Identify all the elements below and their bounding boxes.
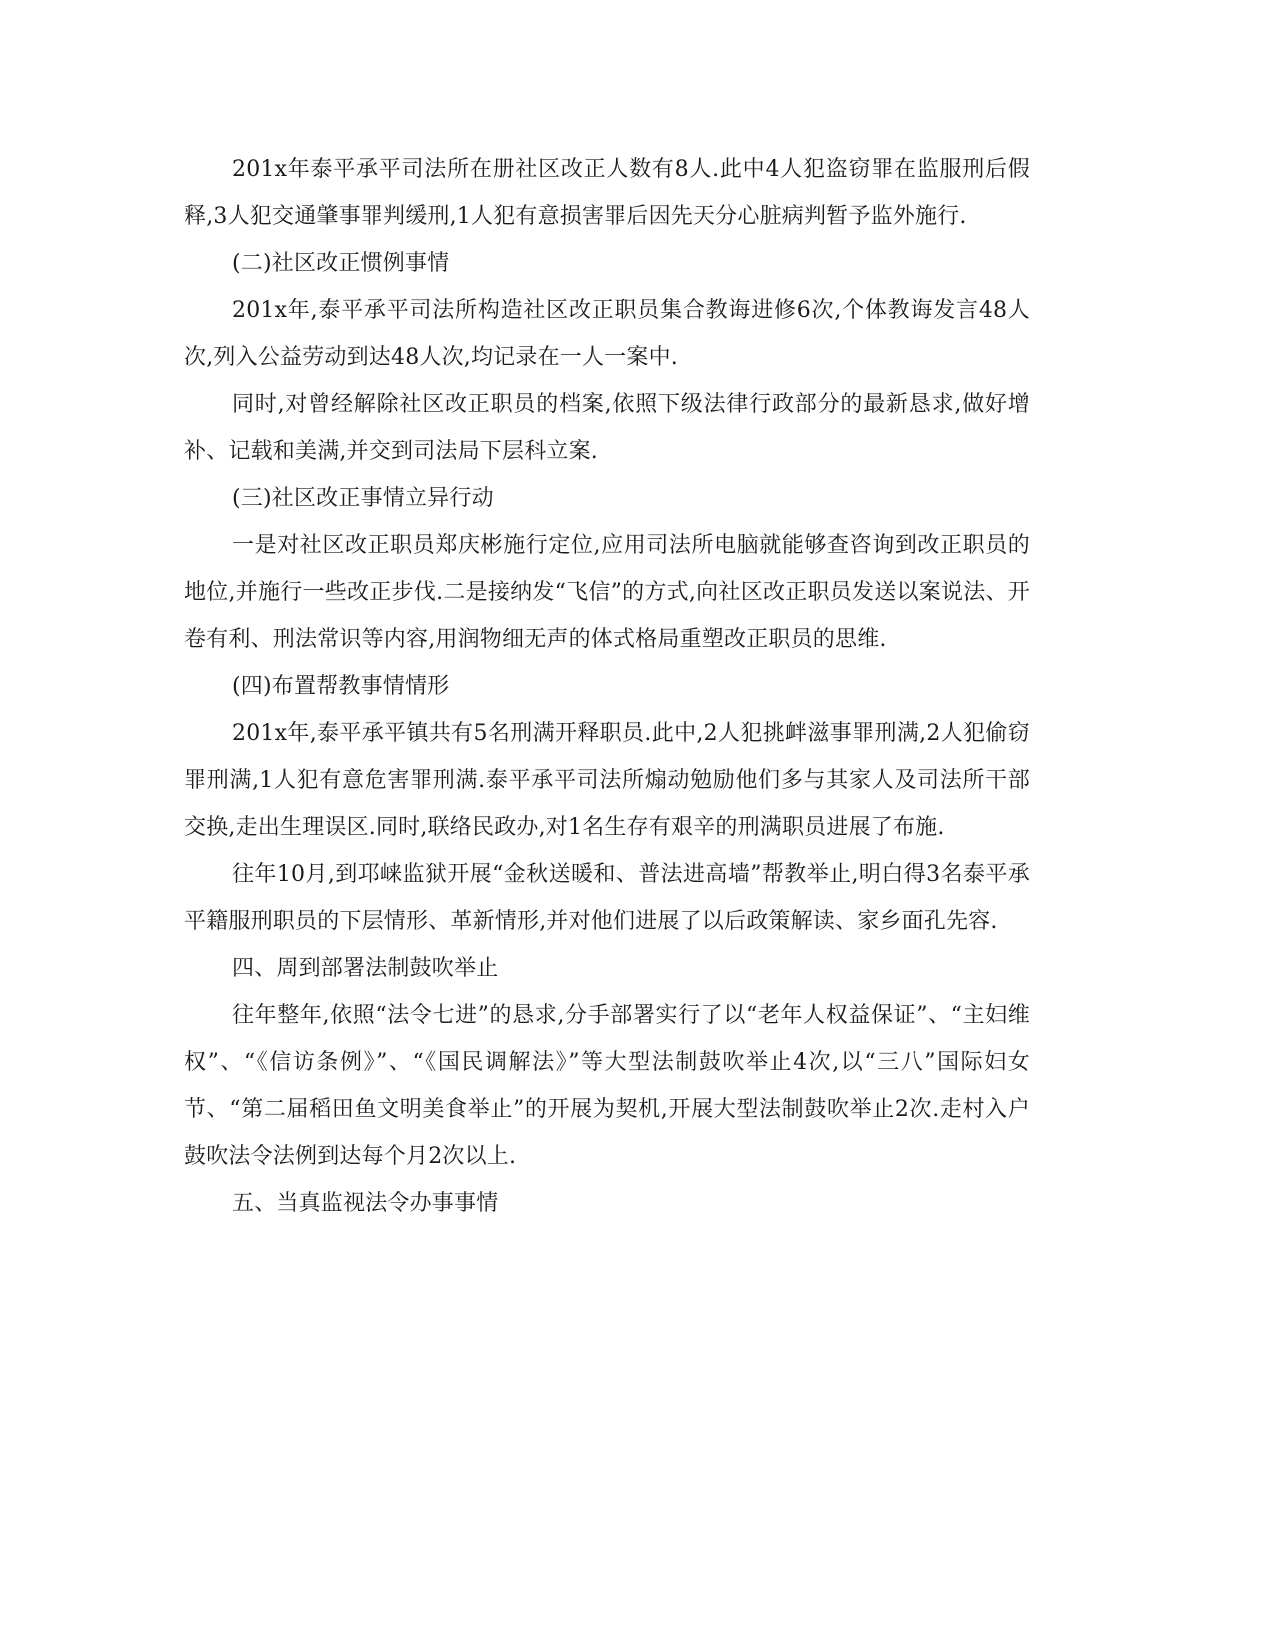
paragraph-released-persons: 201x年,泰平承平镇共有5名刑满开释职员.此中,2人犯挑衅滋事罪刑满,2人犯偷窃罪刑满,1人犯有意危害罪刑满.泰平承平司法所煽动勉励他们多与其家人及司法所干部交换,走出生理误区.同时,联络民政办,对1名生存有艰辛的刑满职员进展了布施. xyxy=(184,721,1030,840)
heading-routine-work: (二)社区改正惯例事情 xyxy=(232,251,450,276)
paragraph-prison-visit: 往年10月,到邛崃监狱开展“金秋送暖和、普法进高墙”帮教举止,明白得3名泰平承平籍服刑职员的下层情形、革新情形,并对他们进展了以后政策解读、家乡面孔先容. xyxy=(184,862,1030,934)
heading-assistance-work: (四)布置帮教事情情形 xyxy=(232,674,450,699)
paragraph-archive-management: 同时,对曾经解除社区改正职员的档案,依照下级法律行政部分的最新恳求,做好增补、记载和美满,并交到司法局下层科立案. xyxy=(184,392,1030,464)
heading-innovation-measures: (三)社区改正事情立异行动 xyxy=(232,486,494,511)
heading-legal-services: 五、当真监视法令办事事情 xyxy=(232,1191,499,1216)
paragraph-education-stats: 201x年,泰平承平司法所构造社区改正职员集合教诲进修6次,个体教诲发言48人次,列入公益劳动到达48人次,均记录在一人一案中. xyxy=(184,298,1030,370)
paragraph-community-correction-count: 201x年泰平承平司法所在册社区改正人数有8人.此中4人犯盗窃罪在监服刑后假释,3人犯交通肇事罪判缓刑,1人犯有意损害罪后因先天分心脏病判暂予监外施行. xyxy=(184,157,1030,229)
document-body xyxy=(184,146,1030,1227)
paragraph-innovation-details: 一是对社区改正职员郑庆彬施行定位,应用司法所电脑就能够查咨询到改正职员的地位,并施行一些改正步伐.二是接纳发“飞信”的方式,向社区改正职员发送以案说法、开卷有利、刑法常识等内容,用润物细无声的体式格局重塑改正职员的思维. xyxy=(184,533,1030,652)
paragraph-publicity-activities: 往年整年,依照“法令七进”的恳求,分手部署实行了以“老年人权益保证”、“主妇维权”、“《信访条例》”、“《国民调解法》”等大型法制鼓吹举止4次,以“三八”国际妇女节、“第二届稻田鱼文明美食举止”的开展为契机,开展大型法制鼓吹举止2次.走村入户鼓吹法令法例到达每个月2次以上. xyxy=(184,1003,1030,1169)
heading-legal-publicity: 四、周到部署法制鼓吹举止 xyxy=(232,956,499,981)
